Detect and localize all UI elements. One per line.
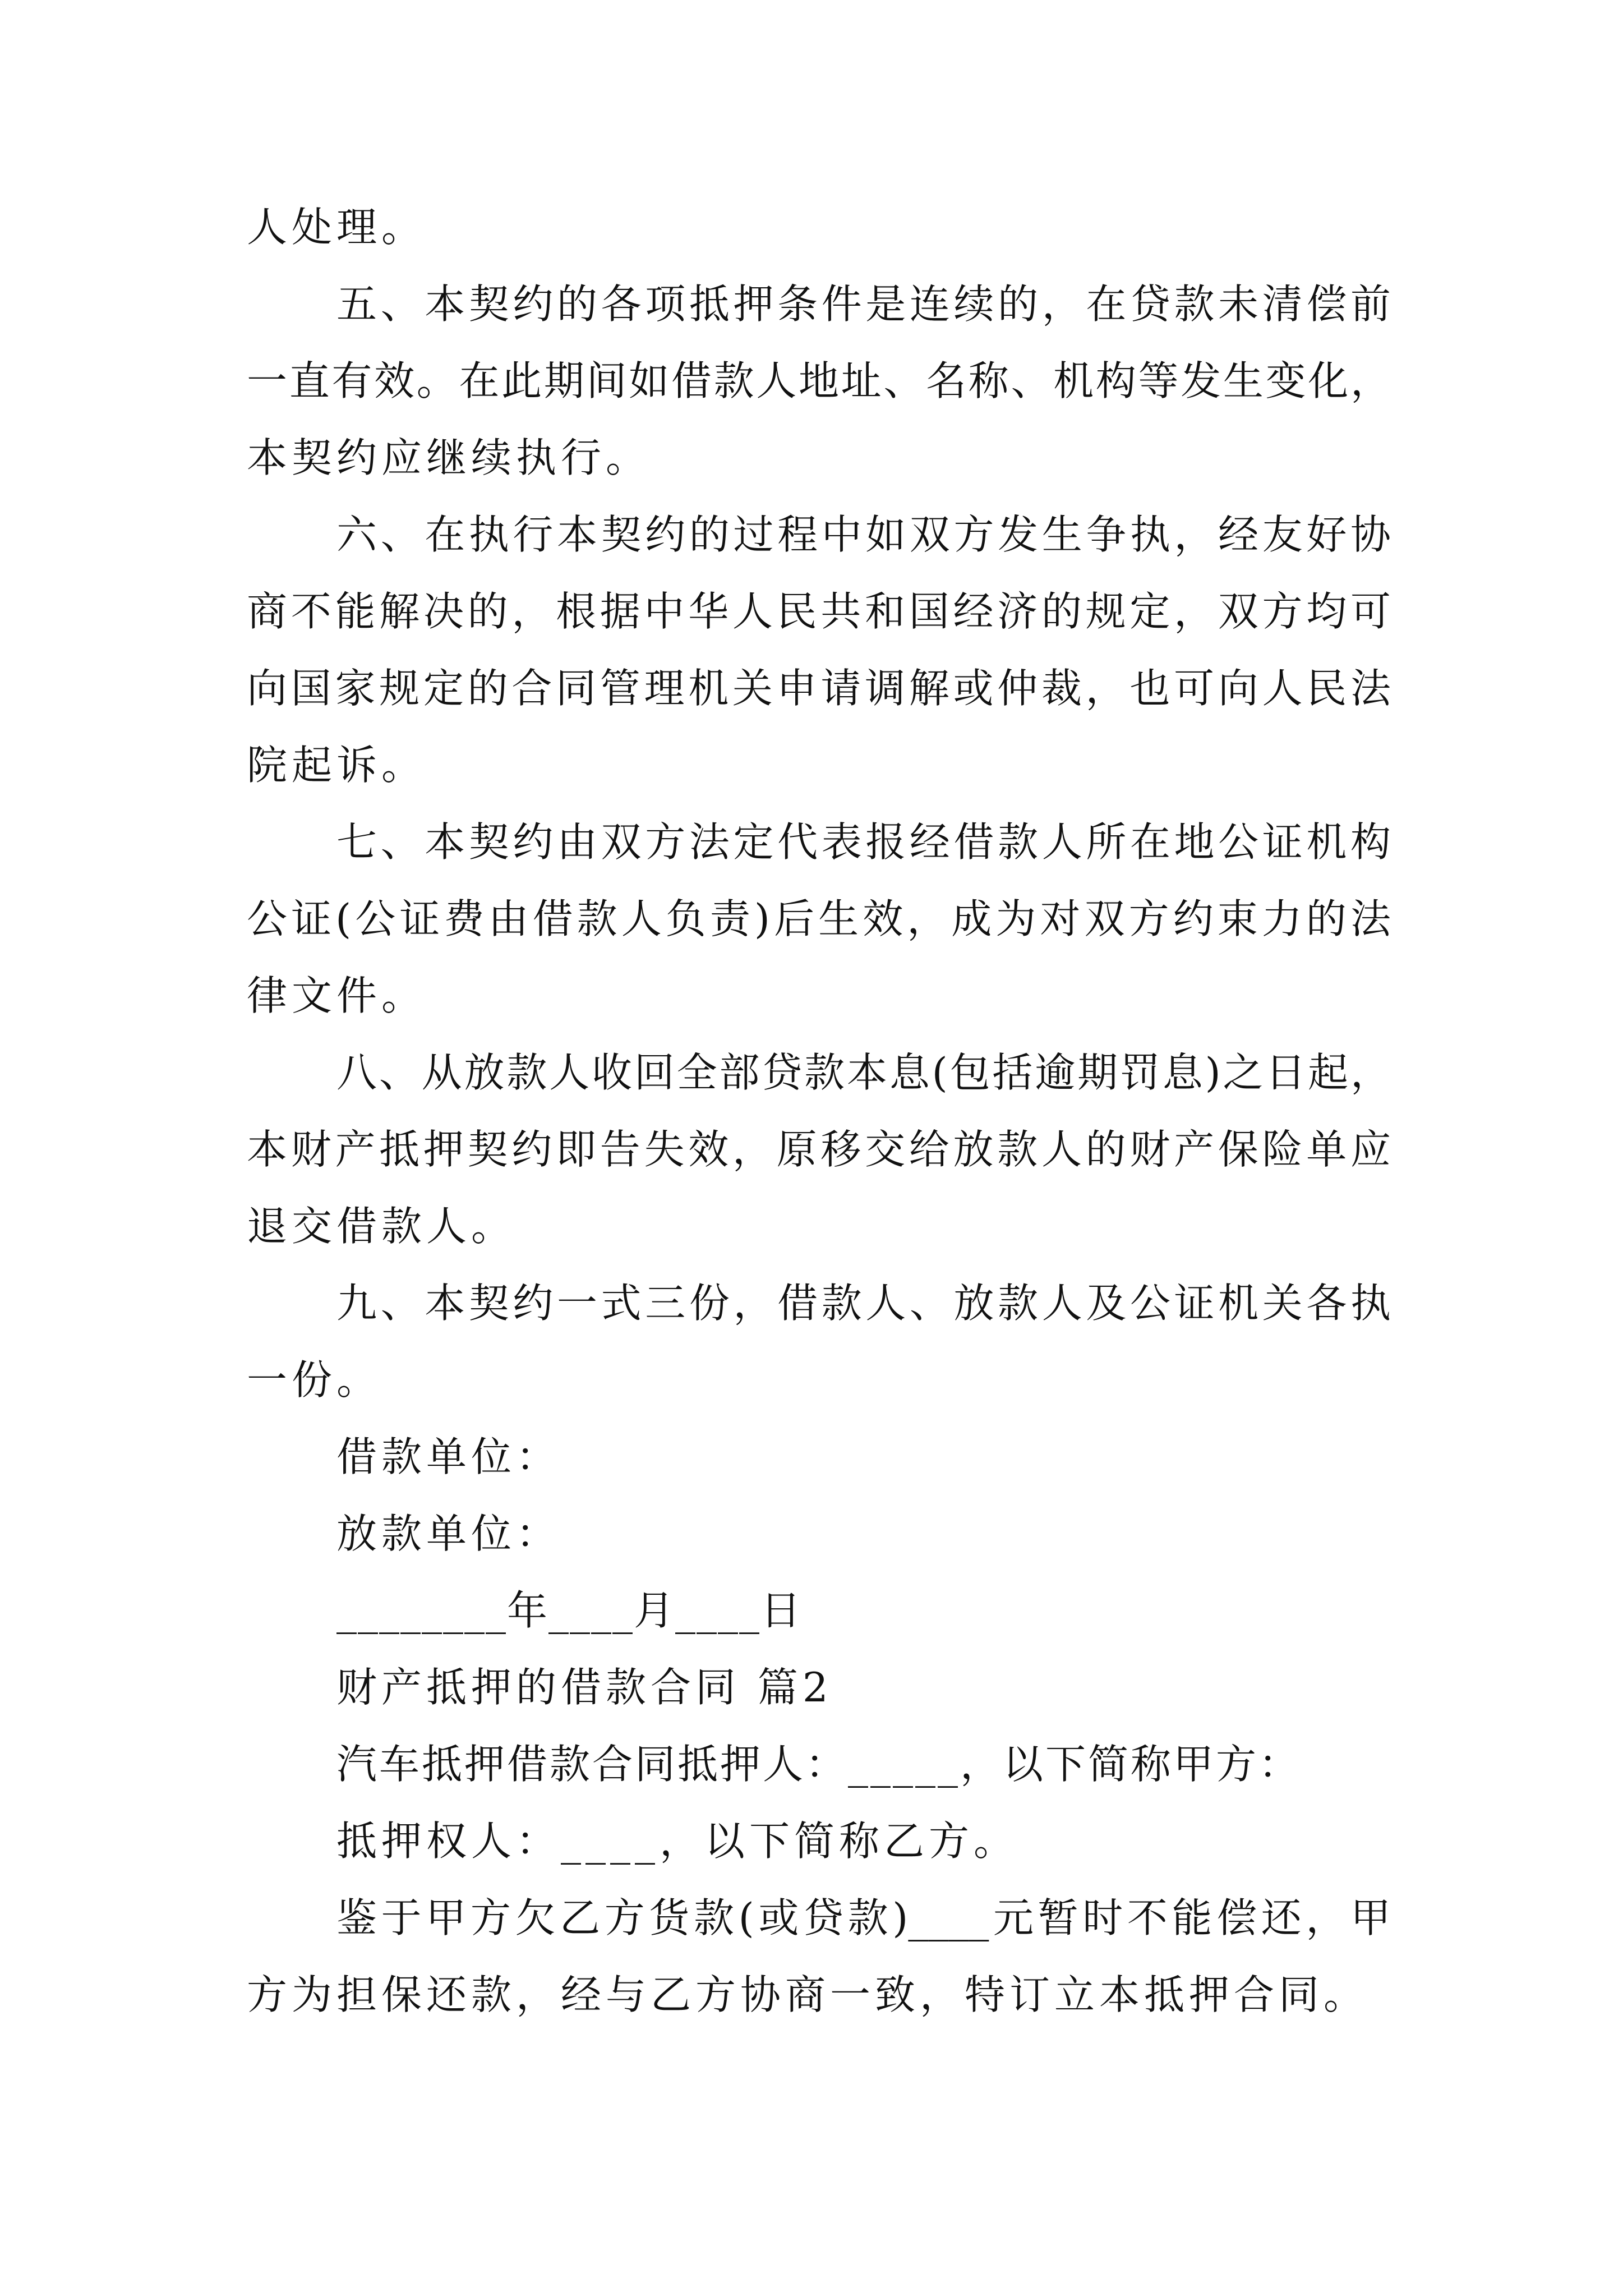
text-line: 一直有效。在此期间如借款人地址、名称、机构等发生变化， xyxy=(247,357,1391,404)
text-line: 向国家规定的合同管理机关申请调解或仲裁，也可向人民法 xyxy=(247,665,1391,712)
date-line: ________年____月____日 xyxy=(336,1587,802,1634)
text-line: 律文件。 xyxy=(247,972,427,1019)
text-line: 商不能解决的，根据中华人民共和国经济的规定，双方均可 xyxy=(247,588,1391,635)
text-line: 汽车抵押借款合同抵押人：_____，以下简称甲方： xyxy=(336,1741,1302,1788)
text-line: 七、本契约由双方法定代表报经借款人所在地公证机构 xyxy=(336,818,1391,866)
borrower-label: 借款单位： xyxy=(336,1433,561,1480)
text-line: 本财产抵押契约即告失效，原移交给放款人的财产保险单应 xyxy=(247,1126,1391,1173)
text-line: 公证(公证费由借款人负责)后生效，成为对双方约束力的法 xyxy=(247,895,1391,942)
text-line: 鉴于甲方欠乙方货款(或贷款)____元暂时不能偿还，甲 xyxy=(336,1894,1391,1941)
text-line: 人处理。 xyxy=(247,204,427,251)
lender-label: 放款单位： xyxy=(336,1510,561,1557)
text-line: 本契约应继续执行。 xyxy=(247,434,651,481)
text-line: 九、本契约一式三份，借款人、放款人及公证机关各执 xyxy=(336,1280,1391,1327)
text-line: 方为担保还款，经与乙方协商一致，特订立本抵押合同。 xyxy=(247,1971,1369,2018)
text-line: 抵押权人：____，以下简称乙方。 xyxy=(336,1818,1019,1865)
text-line: 五、本契约的各项抵押条件是连续的，在贷款未清偿前 xyxy=(336,280,1391,328)
text-line: 院起诉。 xyxy=(247,742,427,789)
text-line: 六、在执行本契约的过程中如双方发生争执，经友好协 xyxy=(336,511,1391,558)
text-line: 八、从放款人收回全部贷款本息(包括逾期罚息)之日起， xyxy=(336,1049,1391,1096)
text-line: 退交借款人。 xyxy=(247,1203,517,1250)
text-line: 一份。 xyxy=(247,1356,382,1404)
section-heading: 财产抵押的借款合同 篇2 xyxy=(336,1664,833,1711)
